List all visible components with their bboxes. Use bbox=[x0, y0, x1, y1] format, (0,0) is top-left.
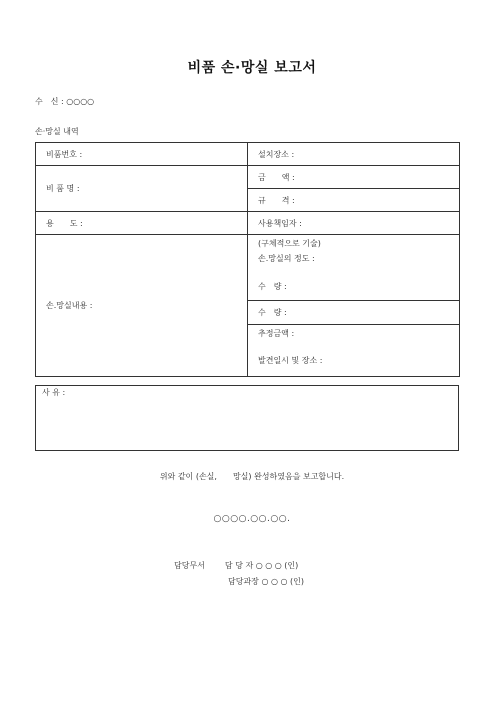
item-number-cell[interactable]: 비품번호 : bbox=[36, 143, 248, 166]
amount-cell[interactable]: 금 액 : bbox=[248, 166, 460, 189]
loss-content-cell[interactable]: 손.망실내용 : bbox=[36, 235, 248, 377]
recipient-line: 수 신 : ○○○○ bbox=[35, 97, 95, 106]
signature-line-1 bbox=[174, 560, 298, 571]
estimated-amount-label: 추정금액 : bbox=[258, 329, 295, 338]
item-name-cell[interactable]: 비 품 명 : bbox=[36, 166, 248, 212]
spec-cell[interactable]: 규 격 : bbox=[248, 189, 460, 212]
loss-detail-cell[interactable] bbox=[248, 235, 460, 301]
loss-degree-label: 손.망실의 정도 : bbox=[258, 254, 315, 263]
department-label: 담당무서 bbox=[174, 561, 205, 570]
page-title: 비품 손·망실 보고서 bbox=[187, 60, 317, 76]
estimate-discovery-cell[interactable] bbox=[248, 325, 460, 377]
report-date: ○○○○.○○.○○. bbox=[213, 514, 291, 524]
install-place-cell[interactable]: 설치장소 : bbox=[248, 143, 460, 166]
person-in-charge-sign[interactable]: 담 당 자 ○ ○ ○ (인) bbox=[224, 561, 299, 570]
discovery-label: 발견일시 및 장소 : bbox=[258, 356, 323, 365]
detail-note: (구체적으로 기술) bbox=[258, 239, 321, 248]
usage-cell[interactable]: 용 도 : bbox=[36, 212, 248, 235]
reason-label: 사 유 : bbox=[42, 388, 66, 397]
reason-box[interactable] bbox=[35, 385, 459, 451]
report-statement: 위와 같이 (손실, 망실) 완성하였음을 보고합니다. bbox=[159, 472, 345, 481]
section-chief-sign[interactable]: 담당과장 ○ ○ ○ (인) bbox=[228, 577, 304, 586]
section-label: 손·망실 내역 bbox=[35, 127, 79, 136]
quantity-cell[interactable]: 수 량 : bbox=[248, 301, 460, 325]
signature-line-2 bbox=[228, 576, 304, 587]
quantity-label-1: 수 량 : bbox=[258, 282, 287, 291]
user-in-charge-cell[interactable]: 사용책임자 : bbox=[248, 212, 460, 235]
loss-details-table bbox=[35, 142, 460, 377]
